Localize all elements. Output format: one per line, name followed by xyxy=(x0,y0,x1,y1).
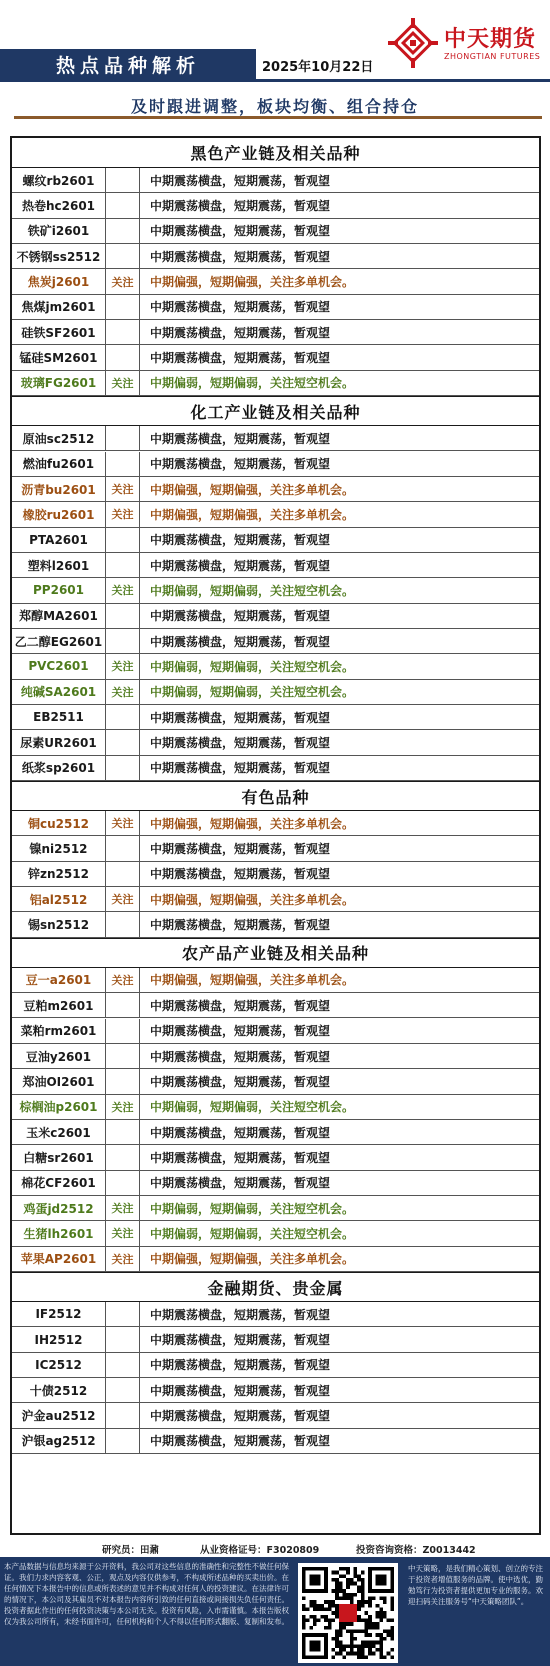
focus-flag xyxy=(106,219,140,243)
outlook-text: 中期震荡横盘，短期震荡，暂观望 xyxy=(150,918,331,933)
focus-flag xyxy=(106,1327,140,1351)
outlook-text: 中期震荡横盘，短期震荡，暂观望 xyxy=(150,1024,331,1039)
outlook-text: 中期偏弱，短期偏弱，关注短空机会。 xyxy=(150,376,355,391)
table-row xyxy=(12,219,539,244)
focus-flag xyxy=(106,345,140,369)
disclaimer-text: 本产品数据与信息均来源于公开资料，我公司对这些信息的准确性和完整性不做任何保证。我们力求内容客观、公正，观点及内容仅供参考，不构成所述品种的买卖出价。在任何情况下本报告中的信息或所表述的意见并不构成对任何人的投资建议。在法律许可的情况下，本公司及其雇员不对本报告内容所引致的任何直接或间接损失负任何责任。投资者据此作出的任何投资决策与本公司无关。投资有风险，入市需谨慎。本报告版权仅为我公司所有，未经书面许可，任何机构和个人不得以任何形式翻版、复制和发布。 xyxy=(4,1562,289,1626)
contract-name: 沪银ag2512 xyxy=(12,1429,106,1453)
outlook-text: 中期偏弱，短期偏弱，关注短空机会。 xyxy=(150,1201,355,1216)
table-row xyxy=(12,502,539,527)
table-row xyxy=(12,295,539,320)
section-header: 有色品种 xyxy=(12,781,539,811)
focus-flag: 关注 xyxy=(106,578,140,602)
focus-flag xyxy=(106,1429,140,1453)
table-row xyxy=(12,1019,539,1044)
logo-english-name: ZHONGTIAN FUTURES xyxy=(444,52,541,61)
table-row xyxy=(12,1044,539,1069)
outlook-text: 中期震荡横盘，短期震荡，暂观望 xyxy=(150,431,331,446)
focus-flag xyxy=(106,912,140,936)
outlook-text: 中期震荡横盘，短期震荡，暂观望 xyxy=(150,1409,331,1424)
contract-name: 十债2512 xyxy=(12,1378,106,1402)
table-row xyxy=(12,1403,539,1428)
table-row xyxy=(12,193,539,218)
focus-flag: 关注 xyxy=(106,680,140,704)
table-row xyxy=(12,654,539,679)
focus-flag xyxy=(106,426,140,450)
table-row xyxy=(12,1221,539,1246)
report-date: 2025年10月22日 xyxy=(262,60,374,75)
table-row xyxy=(12,680,539,705)
outlook-text: 中期偏强，短期偏强，关注多单机会。 xyxy=(150,892,355,907)
contract-name: 郑醇MA2601 xyxy=(12,604,106,628)
focus-flag: 关注 xyxy=(106,654,140,678)
outlook-text: 中期偏弱，短期偏弱，关注短空机会。 xyxy=(150,685,355,700)
outlook-text: 中期偏弱，短期偏弱，关注短空机会。 xyxy=(150,1226,355,1241)
outlook-text: 中期偏强，短期偏强，关注多单机会。 xyxy=(150,482,355,497)
license-number: 从业资格证号：F3020809 xyxy=(200,1545,320,1556)
focus-flag xyxy=(106,1145,140,1169)
contract-name: 不锈钢ss2512 xyxy=(12,244,106,268)
outlook-text: 中期震荡横盘，短期震荡，暂观望 xyxy=(150,710,331,725)
outlook-text: 中期偏强，短期偏强，关注多单机会。 xyxy=(150,973,355,988)
footer xyxy=(0,1557,550,1666)
table-row xyxy=(12,1302,539,1327)
contract-name: 沪金au2512 xyxy=(12,1403,106,1427)
table-row xyxy=(12,345,539,370)
outlook-text: 中期震荡横盘，短期震荡，暂观望 xyxy=(150,842,331,857)
outlook-text: 中期震荡横盘，短期震荡，暂观望 xyxy=(150,1333,331,1348)
table-row xyxy=(12,320,539,345)
contract-name: PVC2601 xyxy=(12,654,106,678)
focus-flag xyxy=(106,553,140,577)
focus-flag xyxy=(106,1378,140,1402)
table-row xyxy=(12,1095,539,1120)
outlook-text: 中期震荡横盘，短期震荡，暂观望 xyxy=(150,457,331,472)
contract-name: 橡胶ru2601 xyxy=(12,502,106,526)
focus-flag: 关注 xyxy=(106,1095,140,1119)
outlook-text: 中期偏强，短期偏强，关注多单机会。 xyxy=(150,1252,355,1267)
contract-name: 郑油OI2601 xyxy=(12,1069,106,1093)
contract-name: 热卷hc2601 xyxy=(12,193,106,217)
table-row xyxy=(12,1145,539,1170)
table-row xyxy=(12,604,539,629)
table-row xyxy=(12,244,539,269)
contract-name: 尿素UR2601 xyxy=(12,730,106,754)
contract-name: 镍ni2512 xyxy=(12,836,106,860)
table-row xyxy=(12,862,539,887)
contract-name: IC2512 xyxy=(12,1353,106,1377)
focus-flag xyxy=(106,993,140,1017)
outlook-text: 中期震荡横盘，短期震荡，暂观望 xyxy=(150,533,331,548)
table-row xyxy=(12,1247,539,1272)
table-row xyxy=(12,1171,539,1196)
table-row xyxy=(12,1429,539,1454)
contract-name: 鸡蛋jd2512 xyxy=(12,1196,106,1220)
section-header: 化工产业链及相关品种 xyxy=(12,396,539,426)
table-row xyxy=(12,730,539,755)
outlook-text: 中期震荡横盘，短期震荡，暂观望 xyxy=(150,1307,331,1322)
contract-name: 苹果AP2601 xyxy=(12,1247,106,1271)
table-row xyxy=(12,912,539,937)
contract-name: 焦煤jm2601 xyxy=(12,295,106,319)
outlook-text: 中期震荡横盘，短期震荡，暂观望 xyxy=(150,761,331,776)
section-header: 黑色产业链及相关品种 xyxy=(12,138,539,168)
contract-name: 塑料l2601 xyxy=(12,553,106,577)
table-row xyxy=(12,168,539,193)
logo-chinese-name: 中天期货 xyxy=(444,27,537,52)
table-row xyxy=(12,1196,539,1221)
analysis-table xyxy=(10,136,541,1535)
contract-name: 豆粕m2601 xyxy=(12,993,106,1017)
focus-flag xyxy=(106,604,140,628)
focus-flag: 关注 xyxy=(106,811,140,835)
table-row xyxy=(12,371,539,396)
consulting-license: 投资咨询资格：Z0013442 xyxy=(356,1545,476,1556)
contract-name: 焦炭j2601 xyxy=(12,269,106,293)
table-row xyxy=(12,1353,539,1378)
focus-flag xyxy=(106,1044,140,1068)
table-row xyxy=(12,629,539,654)
table-row xyxy=(12,705,539,730)
focus-flag: 关注 xyxy=(106,1247,140,1271)
focus-flag xyxy=(106,320,140,344)
outlook-text: 中期震荡横盘，短期震荡，暂观望 xyxy=(150,249,331,264)
focus-flag: 关注 xyxy=(106,968,140,992)
researcher-info xyxy=(10,1541,541,1557)
focus-flag xyxy=(106,705,140,729)
focus-flag xyxy=(106,862,140,886)
focus-flag xyxy=(106,1302,140,1326)
contract-name: 菜粕rm2601 xyxy=(12,1019,106,1043)
contract-name: 白糖sr2601 xyxy=(12,1145,106,1169)
outlook-text: 中期震荡横盘，短期震荡，暂观望 xyxy=(150,634,331,649)
contract-name: 棉花CF2601 xyxy=(12,1171,106,1195)
outlook-text: 中期偏强，短期偏强，关注多单机会。 xyxy=(150,275,355,290)
focus-flag xyxy=(106,1069,140,1093)
table-row xyxy=(12,269,539,294)
outlook-text: 中期震荡横盘，短期震荡，暂观望 xyxy=(150,173,331,188)
outlook-text: 中期震荡横盘，短期震荡，暂观望 xyxy=(150,1049,331,1064)
outlook-text: 中期震荡横盘，短期震荡，暂观望 xyxy=(150,736,331,751)
focus-flag xyxy=(106,756,140,780)
contract-name: PP2601 xyxy=(12,578,106,602)
table-row xyxy=(12,452,539,477)
focus-flag xyxy=(106,1171,140,1195)
focus-flag: 关注 xyxy=(106,371,140,395)
header-divider xyxy=(0,79,550,82)
contract-name: 生猪lh2601 xyxy=(12,1221,106,1245)
outlook-text: 中期震荡横盘，短期震荡，暂观望 xyxy=(150,1358,331,1373)
focus-flag xyxy=(106,1019,140,1043)
outlook-text: 中期偏弱，短期偏弱，关注短空机会。 xyxy=(150,1100,355,1115)
service-promo-text: 中天策略，是我们精心策划、创立的专注于投资者增值服务的品牌。使中选优，勤勉笃行为投资者提供更加专业的服务。欢迎扫码关注服务号“中天策略团队”。 xyxy=(408,1564,543,1606)
focus-flag xyxy=(106,629,140,653)
outlook-text: 中期震荡横盘，短期震荡，暂观望 xyxy=(150,1176,331,1191)
focus-flag xyxy=(106,168,140,192)
focus-flag: 关注 xyxy=(106,502,140,526)
researcher-name: 研究员：田鼐 xyxy=(102,1545,160,1556)
table-row xyxy=(12,968,539,993)
outlook-text: 中期偏强，短期偏强，关注多单机会。 xyxy=(150,507,355,522)
focus-flag xyxy=(106,528,140,552)
outlook-text: 中期震荡横盘，短期震荡，暂观望 xyxy=(150,325,331,340)
contract-name: 燃油fu2601 xyxy=(12,452,106,476)
slogan: 及时跟进调整，板块均衡、组合持仓 xyxy=(130,97,419,116)
contract-name: 原油sc2512 xyxy=(12,426,106,450)
table-row xyxy=(12,887,539,912)
focus-flag xyxy=(106,452,140,476)
table-row xyxy=(12,811,539,836)
outlook-text: 中期震荡横盘，短期震荡，暂观望 xyxy=(150,1125,331,1140)
focus-flag: 关注 xyxy=(106,269,140,293)
table-row xyxy=(12,1327,539,1352)
contract-name: 铜cu2512 xyxy=(12,811,106,835)
outlook-text: 中期偏弱，短期偏弱，关注短空机会。 xyxy=(150,659,355,674)
slogan-divider xyxy=(14,116,542,119)
contract-name: 锰硅SM2601 xyxy=(12,345,106,369)
focus-flag xyxy=(106,1403,140,1427)
contract-name: 螺纹rb2601 xyxy=(12,168,106,192)
outlook-text: 中期偏强，短期偏强，关注多单机会。 xyxy=(150,816,355,831)
table-row xyxy=(12,578,539,603)
contract-name: 铝al2512 xyxy=(12,887,106,911)
table-row xyxy=(12,993,539,1018)
contract-name: 锡sn2512 xyxy=(12,912,106,936)
outlook-text: 中期震荡横盘，短期震荡，暂观望 xyxy=(150,558,331,573)
contract-name: 铁矿i2601 xyxy=(12,219,106,243)
company-logo-icon xyxy=(386,16,440,70)
contract-name: PTA2601 xyxy=(12,528,106,552)
focus-flag: 关注 xyxy=(106,1221,140,1245)
focus-flag xyxy=(106,730,140,754)
table-row xyxy=(12,553,539,578)
focus-flag xyxy=(106,295,140,319)
outlook-text: 中期偏弱，短期偏弱，关注短空机会。 xyxy=(150,583,355,598)
contract-name: 玉米c2601 xyxy=(12,1120,106,1144)
contract-name: IH2512 xyxy=(12,1327,106,1351)
contract-name: 豆一a2601 xyxy=(12,968,106,992)
focus-flag: 关注 xyxy=(106,477,140,501)
table-row xyxy=(12,426,539,451)
focus-flag xyxy=(106,1353,140,1377)
qr-code-icon xyxy=(302,1567,394,1659)
contract-name: 玻璃FG2601 xyxy=(12,371,106,395)
contract-name: 锌zn2512 xyxy=(12,862,106,886)
outlook-text: 中期震荡横盘，短期震荡，暂观望 xyxy=(150,199,331,214)
qr-code xyxy=(298,1563,398,1663)
focus-flag xyxy=(106,1120,140,1144)
table-row xyxy=(12,528,539,553)
contract-name: 乙二醇EG2601 xyxy=(12,629,106,653)
outlook-text: 中期震荡横盘，短期震荡，暂观望 xyxy=(150,867,331,882)
contract-name: 纸浆sp2601 xyxy=(12,756,106,780)
table-row xyxy=(12,836,539,861)
zhongtian-logo xyxy=(386,10,546,74)
outlook-text: 中期震荡横盘，短期震荡，暂观望 xyxy=(150,300,331,315)
contract-name: 纯碱SA2601 xyxy=(12,680,106,704)
outlook-text: 中期震荡横盘，短期震荡，暂观望 xyxy=(150,351,331,366)
table-row xyxy=(12,1120,539,1145)
outlook-text: 中期震荡横盘，短期震荡，暂观望 xyxy=(150,1383,331,1398)
contract-name: 豆油y2601 xyxy=(12,1044,106,1068)
focus-flag xyxy=(106,836,140,860)
contract-name: 棕榈油p2601 xyxy=(12,1095,106,1119)
focus-flag: 关注 xyxy=(106,1196,140,1220)
table-row xyxy=(12,1378,539,1403)
contract-name: 硅铁SF2601 xyxy=(12,320,106,344)
focus-flag xyxy=(106,193,140,217)
table-row xyxy=(12,756,539,781)
section-header: 金融期货、贵金属 xyxy=(12,1272,539,1302)
focus-flag xyxy=(106,244,140,268)
contract-name: 沥青bu2601 xyxy=(12,477,106,501)
outlook-text: 中期震荡横盘，短期震荡，暂观望 xyxy=(150,998,331,1013)
outlook-text: 中期震荡横盘，短期震荡，暂观望 xyxy=(150,1074,331,1089)
focus-flag: 关注 xyxy=(106,887,140,911)
section-header: 农产品产业链及相关品种 xyxy=(12,938,539,968)
outlook-text: 中期震荡横盘，短期震荡，暂观望 xyxy=(150,1434,331,1449)
table-row xyxy=(12,477,539,502)
contract-name: EB2511 xyxy=(12,705,106,729)
page-title: 热点品种解析 xyxy=(0,49,256,79)
outlook-text: 中期震荡横盘，短期震荡，暂观望 xyxy=(150,609,331,624)
outlook-text: 中期震荡横盘，短期震荡，暂观望 xyxy=(150,224,331,239)
contract-name: IF2512 xyxy=(12,1302,106,1326)
table-row xyxy=(12,1069,539,1094)
outlook-text: 中期震荡横盘，短期震荡，暂观望 xyxy=(150,1150,331,1165)
